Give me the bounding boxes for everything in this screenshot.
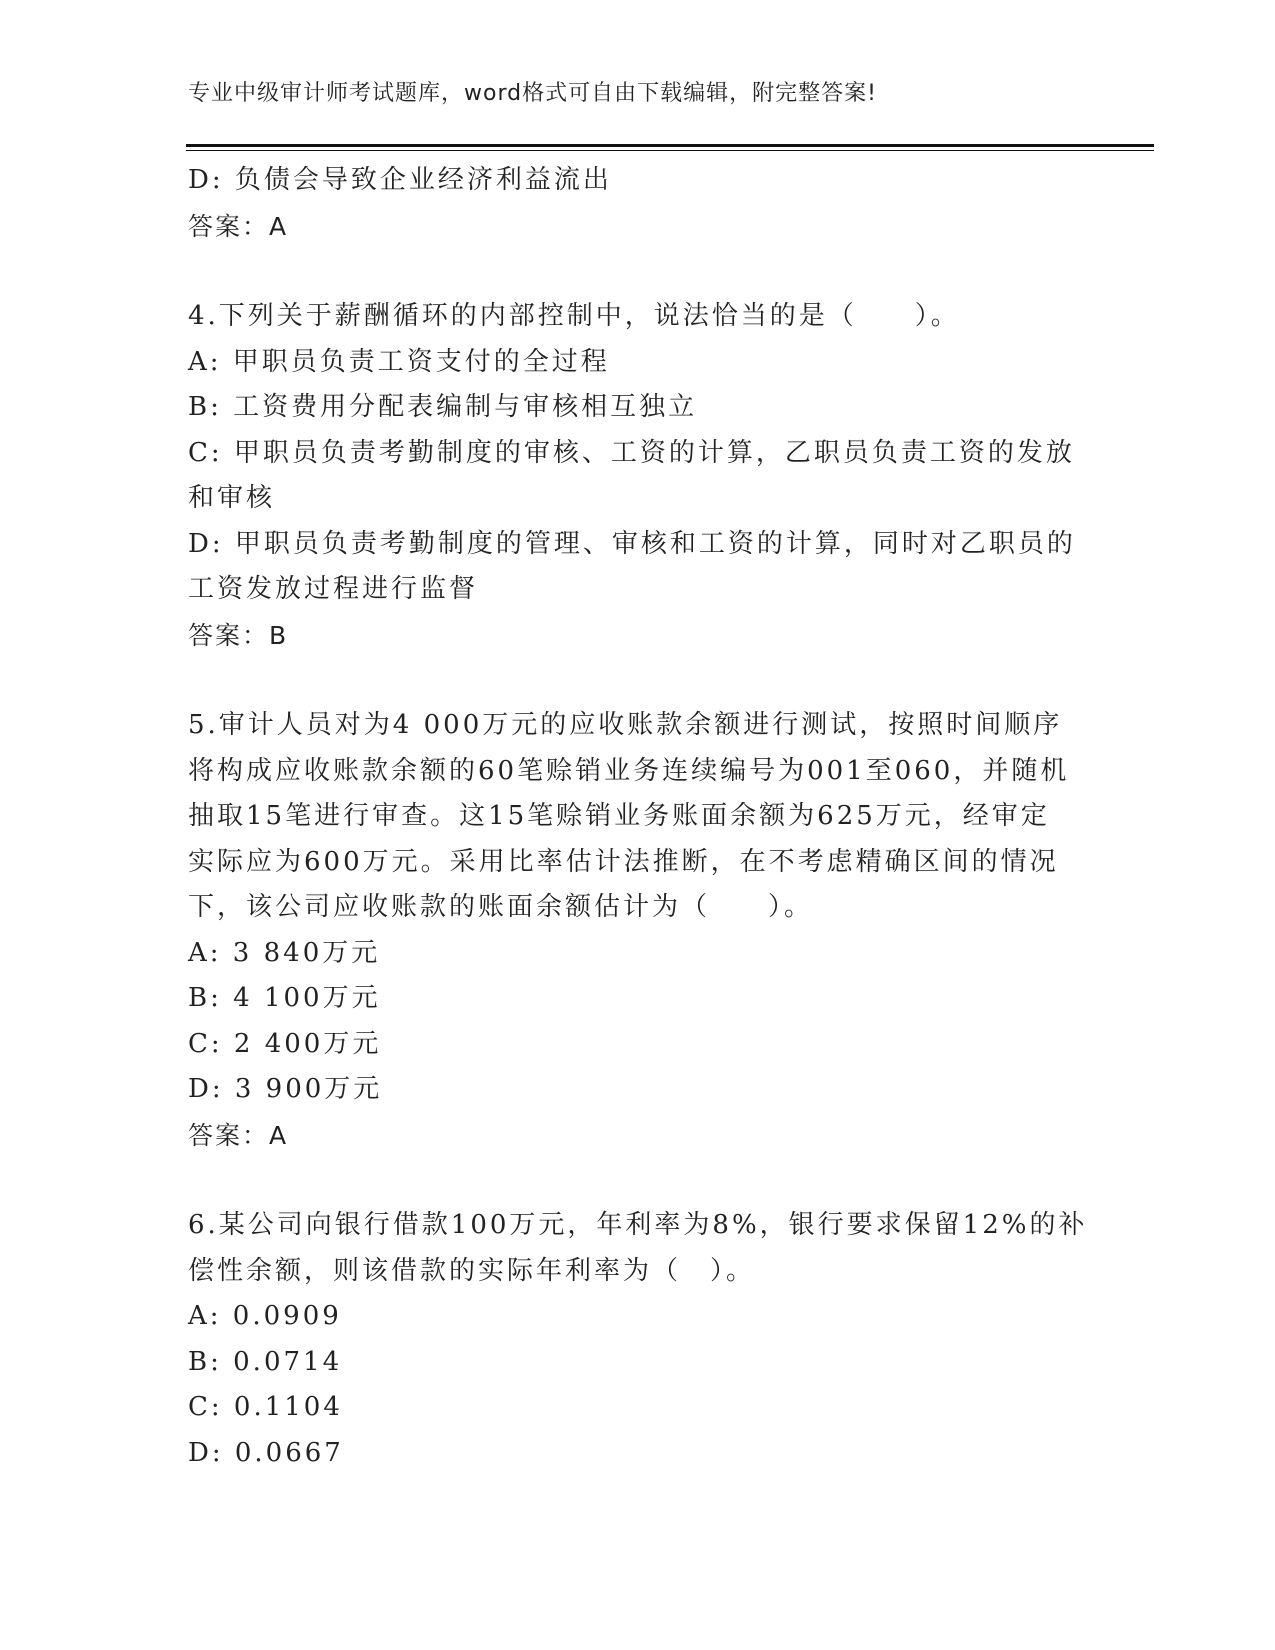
question-4-option-b: B: 工资费用分配表编制与审核相互独立 (188, 392, 698, 422)
question-5-stem-line: 抽取15笔进行审查。这15笔赊销业务账面余额为625万元，经审定 (188, 801, 1050, 831)
question-5-option-d: D: 3 900万元 (188, 1074, 383, 1104)
question-6-option-d: D: 0.0667 (188, 1437, 344, 1468)
question-4-option-a: A: 甲职员负责工资支付的全过程 (188, 346, 610, 377)
header-rule-thin (186, 150, 1154, 151)
question-4 (188, 294, 1088, 658)
question-5-stem-line: 实际应为600万元。采用比率估计法推断，在不考虑精确区间的情况 (188, 846, 1059, 877)
document-body (188, 158, 1088, 1476)
question-4-option-c-cont: 和审核 (188, 483, 276, 513)
question-5-option-b: B: 4 100万元 (188, 983, 381, 1013)
question-5 (188, 703, 1088, 1158)
question-4-option-c: C: 甲职员负责考勤制度的审核、工资的计算，乙职员负责工资的发放 (188, 437, 1075, 468)
question-4-answer: 答案：B (188, 620, 289, 650)
question-3-answer: 答案：A (188, 211, 289, 241)
question-6-option-a: A: 0.0909 (188, 1301, 342, 1331)
question-6-option-c: C: 0.1104 (188, 1392, 343, 1422)
header-rule-thick (186, 144, 1154, 147)
question-4-stem: 4.下列关于薪酬循环的内部控制中，说法恰当的是（ ）。 (188, 301, 960, 331)
question-5-option-c: C: 2 400万元 (188, 1028, 382, 1059)
question-5-option-a: A: 3 840万元 (188, 937, 381, 968)
question-5-answer: 答案：A (188, 1120, 289, 1150)
spacer (188, 658, 1088, 703)
spacer (188, 249, 1088, 294)
question-6-stem-line: 6.某公司向银行借款100万元，年利率为8%，银行要求保留12%的补 (188, 1210, 1088, 1240)
question-5-stem-line: 将构成应收账款余额的60笔赊销业务连续编号为001至060，并随机 (188, 755, 1070, 786)
question-3-continuation (188, 158, 1088, 249)
question-6-option-b: B: 0.0714 (188, 1346, 343, 1377)
question-6 (188, 1203, 1088, 1476)
question-4-option-d: D: 甲职员负责考勤制度的管理、审核和工资的计算，同时对乙职员的 (188, 528, 1076, 559)
question-3-option-d: D: 负债会导致企业经济利益流出 (188, 165, 612, 195)
question-4-option-d-cont: 工资发放过程进行监督 (188, 574, 479, 604)
question-5-stem-line: 下，该公司应收账款的账面余额估计为（ ）。 (188, 892, 814, 922)
page-header: 专业中级审计师考试题库，word格式可自由下载编辑，附完整答案! (188, 81, 877, 106)
question-6-stem-line: 偿性余额，则该借款的实际年利率为（ ）。 (188, 1255, 756, 1286)
spacer (188, 1158, 1088, 1203)
question-5-stem-line: 5.审计人员对为4 000万元的应收账款余额进行测试，按照时间顺序 (188, 710, 1063, 740)
